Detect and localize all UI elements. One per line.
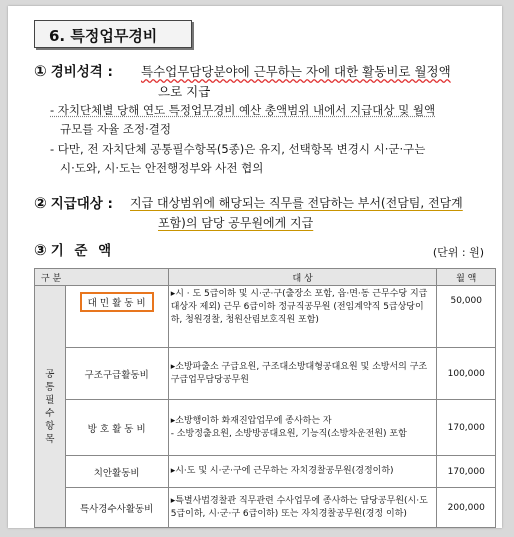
row-category: 특사경수사활동비 bbox=[65, 488, 168, 528]
item1-number: ① bbox=[34, 62, 47, 80]
table-row bbox=[35, 286, 496, 348]
table-row bbox=[35, 456, 496, 488]
row-description: ▸시 · 도 5급이하 및 시·군·구(출장소 포함, 읍·면·동 근무수당 지급대상자 제외) 근무 6급이하 정규직공무원 (전임계약직 5급상당이하, 청원경찰, 청원산림보호직원 포함) bbox=[168, 286, 437, 348]
table-header-row bbox=[35, 269, 496, 286]
row-description: ▸소방파출소 구급요원, 구조대소방대형공대요원 및 소방서의 구조구급업무담당공무원 bbox=[168, 348, 437, 400]
group-label: 공 통 필 수 항 목 bbox=[35, 286, 66, 528]
item1-heading bbox=[34, 60, 113, 80]
header-amount: 월 액 bbox=[437, 269, 496, 286]
row-category: 구조구급활동비 bbox=[65, 348, 168, 400]
highlight-box: 대 민 활 동 비 bbox=[80, 292, 154, 312]
item1-bullet2-a: - 다만, 전 자치단체 공통필수항목(5종)은 유지, 선택항목 변경시 시·군·구는 bbox=[50, 142, 426, 156]
row-description: ▸소방행이하 화재진압업무에 종사하는 자 - 소방정출요원, 소방방공대요원, 기능직(소방차운전원) 포함 bbox=[168, 400, 437, 456]
item3-number: ③ bbox=[34, 241, 47, 259]
row-category: 방 호 활 동 비 bbox=[65, 400, 168, 456]
row-amount: 50,000 bbox=[437, 286, 496, 348]
row-description: ▸특별사법경찰관 직무관련 수사업무에 종사하는 담당공무원(시·도 5급이하, 시·군·구 6급이하) 또는 자치경찰공무원(경정 이하) bbox=[168, 488, 437, 528]
row-amount: 170,000 bbox=[437, 400, 496, 456]
unit-label: (단위 : 원) bbox=[432, 246, 484, 259]
row-amount: 200,000 bbox=[437, 488, 496, 528]
item1-bullet2-b: 시·도와, 시·도는 안전행정부와 사전 협의 bbox=[60, 161, 264, 175]
item2-line1: 지급 대상범위에 해당되는 직무를 전담하는 부서(전담팀, 전담계 bbox=[130, 196, 463, 210]
row-category bbox=[65, 286, 168, 348]
item2-line2: 포함)의 담당 공무원에게 지급 bbox=[158, 216, 314, 230]
table-row bbox=[35, 488, 496, 528]
header-category: 구 분 bbox=[35, 269, 169, 286]
row-amount: 170,000 bbox=[437, 456, 496, 488]
table-row bbox=[35, 400, 496, 456]
row-category: 치안활동비 bbox=[65, 456, 168, 488]
row-amount: 100,000 bbox=[437, 348, 496, 400]
item1-bullet1-a: - 자치단체별 당해 연도 특정업무경비 예산 총액범위 내에서 지급대상 및 월액 bbox=[50, 103, 436, 117]
section-title-box bbox=[34, 20, 192, 48]
document-page bbox=[8, 6, 502, 528]
item3-label: 기 준 액 bbox=[50, 243, 115, 259]
header-target: 대 상 bbox=[168, 269, 437, 286]
item3-heading bbox=[34, 239, 114, 259]
item1-label: 경비성격 : bbox=[50, 64, 113, 80]
table-row bbox=[35, 348, 496, 400]
item1-line2: 으로 지급 bbox=[158, 84, 211, 99]
section-title: 6. 특정업무경비 bbox=[49, 27, 158, 45]
item2-label: 지급대상 : bbox=[50, 196, 113, 212]
row-description: ▸시·도 및 시·군·구에 근무하는 자치경찰공무원(경정이하) bbox=[168, 456, 437, 488]
item2-heading bbox=[34, 192, 113, 212]
standard-amount-table bbox=[34, 268, 496, 528]
item1-line1: 특수업무담당분야에 근무하는 자에 대한 활동비로 월정액 bbox=[141, 64, 451, 79]
item1-bullet1-b: 규모를 자율 조정·결정 bbox=[60, 122, 171, 136]
item2-number: ② bbox=[34, 194, 47, 212]
